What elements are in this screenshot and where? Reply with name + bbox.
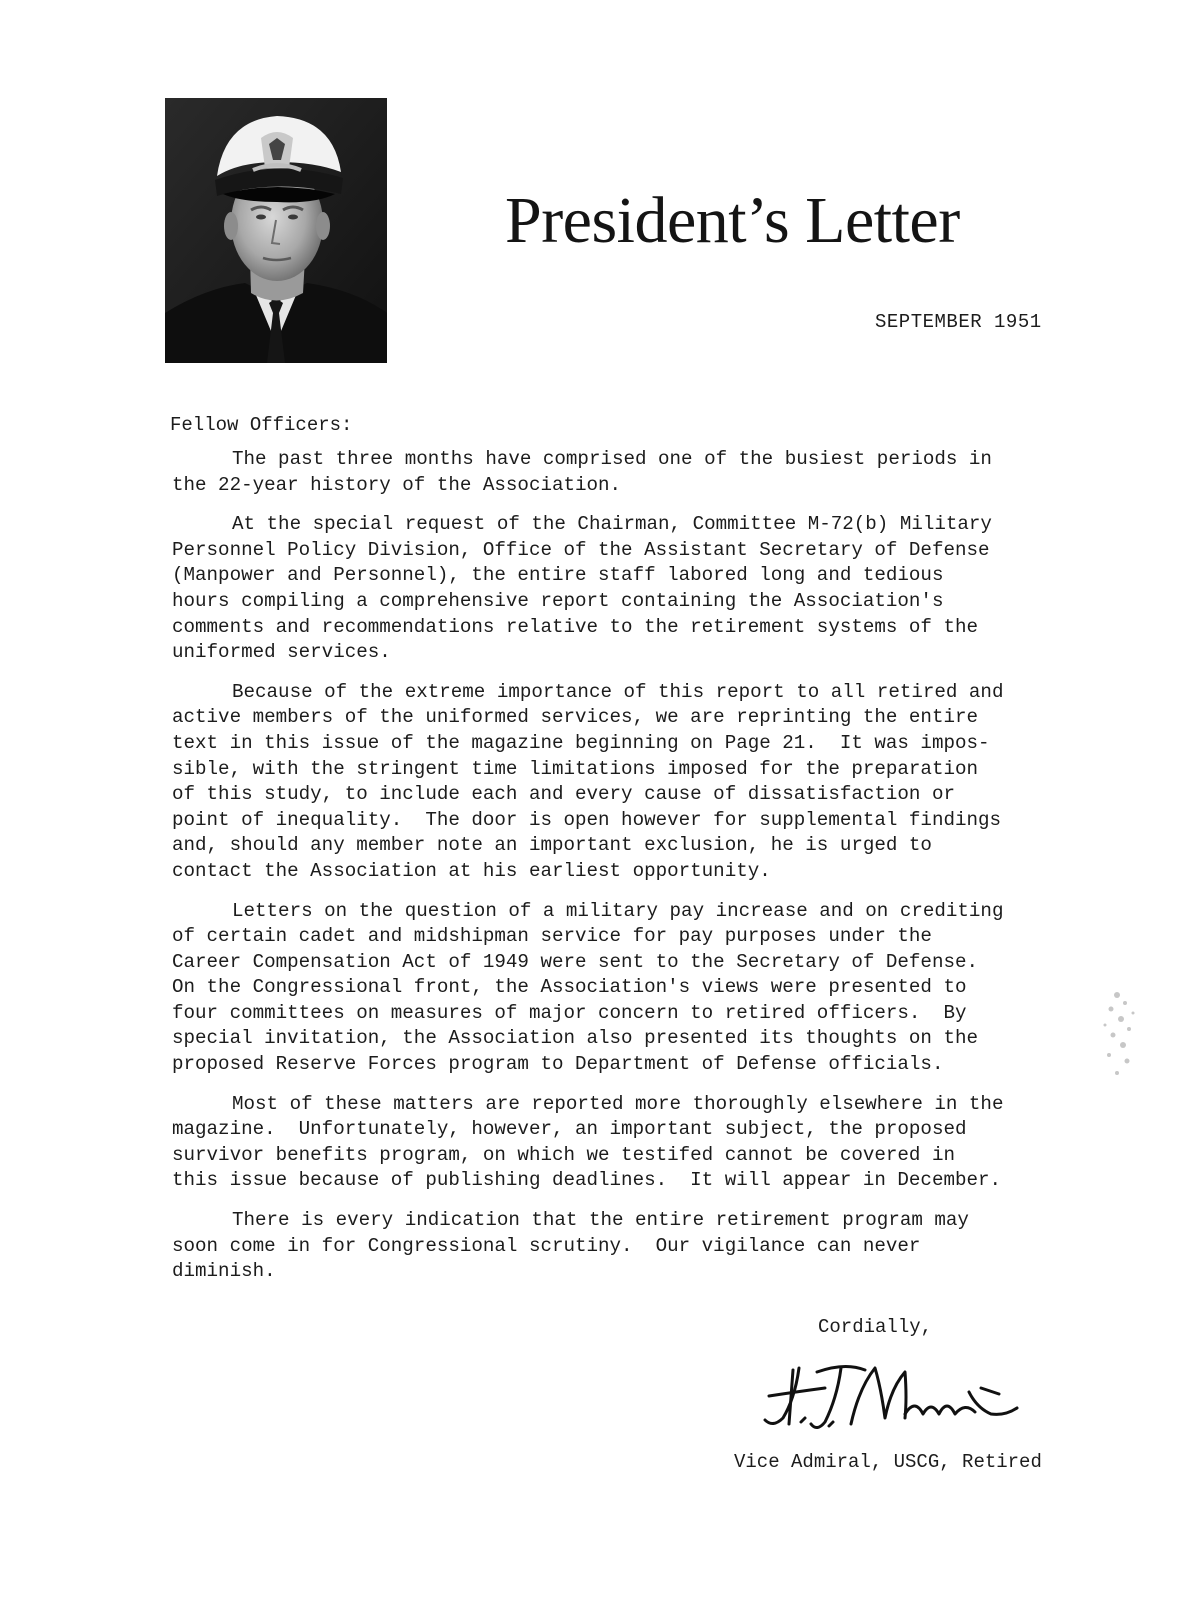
text-line: text in this issue of the magazine beginning on Page 21. It was impos- [172, 731, 990, 754]
text-line: contact the Association at his earliest opportunity. [172, 859, 771, 882]
text-line: and, should any member note an important exclusion, he is urged to [172, 834, 932, 857]
text-line: the 22-year history of the Association. [172, 473, 622, 496]
text-line: active members of the uniformed services, we are reprinting the entire [172, 706, 979, 729]
text-line: this issue because of publishing deadlines. It will appear in December. [172, 1169, 1002, 1192]
text-line: proposed Reserve Forces program to Department of Defense officials. [172, 1053, 944, 1076]
text-line: special invitation, the Association also presented its thoughts on the [172, 1027, 979, 1050]
text-line: soon come in for Congressional scrutiny. Our vigilance can never [172, 1234, 921, 1257]
letter-body [172, 447, 1072, 1299]
signature-icon [755, 1358, 1030, 1438]
text-line: diminish. [172, 1260, 276, 1283]
page-title: President’s Letter [505, 184, 960, 257]
signatory-rank: Vice Admiral, USCG, Retired [734, 1451, 1042, 1473]
text-line: There is every indication that the entire retirement program may [232, 1209, 969, 1232]
text-line: Most of these matters are reported more thoroughly elsewhere in the [232, 1092, 1004, 1115]
text-line: At the special request of the Chairman, Committee M-72(b) Military [232, 513, 992, 536]
text-line: Career Compensation Act of 1949 were sent to the Secretary of Defense. [172, 950, 979, 973]
text-line: On the Congressional front, the Association's views were presented to [172, 976, 967, 999]
paragraph [172, 1092, 1072, 1194]
text-line: (Manpower and Personnel), the entire staff labored long and tedious [172, 564, 944, 587]
text-line: of this study, to include each and every cause of dissatisfaction or [172, 783, 955, 806]
text-line: of certain cadet and midshipman service for pay purposes under the [172, 925, 932, 948]
paper-smudge [1097, 985, 1141, 1085]
text-line: Because of the extreme importance of this report to all retired and [232, 680, 1004, 703]
paragraph [172, 680, 1072, 885]
text-line: point of inequality. The door is open however for supplemental findings [172, 808, 1002, 831]
text-line: uniformed services. [172, 641, 391, 664]
text-line: The past three months have comprised one of the busiest periods in [232, 448, 992, 470]
text-line: survivor benefits program, on which we testifed cannot be covered in [172, 1143, 955, 1166]
officer-portrait [165, 98, 387, 363]
text-line: Personnel Policy Division, Office of the Assistant Secretary of Defense [172, 538, 990, 561]
closing: Cordially, [818, 1316, 933, 1338]
paragraph [172, 1208, 1072, 1285]
paragraph [172, 899, 1072, 1078]
text-line: Letters on the question of a military pay increase and on crediting [232, 899, 1004, 922]
text-line: hours compiling a comprehensive report containing the Association's [172, 589, 944, 612]
salutation: Fellow Officers: [170, 414, 353, 436]
text-line: sible, with the stringent time limitations imposed for the preparation [172, 757, 979, 780]
paragraph [172, 512, 1072, 666]
letter-date: SEPTEMBER 1951 [875, 311, 1042, 333]
text-line: comments and recommendations relative to the retirement systems of the [172, 615, 979, 638]
text-line: four committees on measures of major concern to retired officers. By [172, 1001, 967, 1024]
text-line: magazine. Unfortunately, however, an important subject, the proposed [172, 1118, 967, 1141]
paragraph [172, 447, 1072, 498]
